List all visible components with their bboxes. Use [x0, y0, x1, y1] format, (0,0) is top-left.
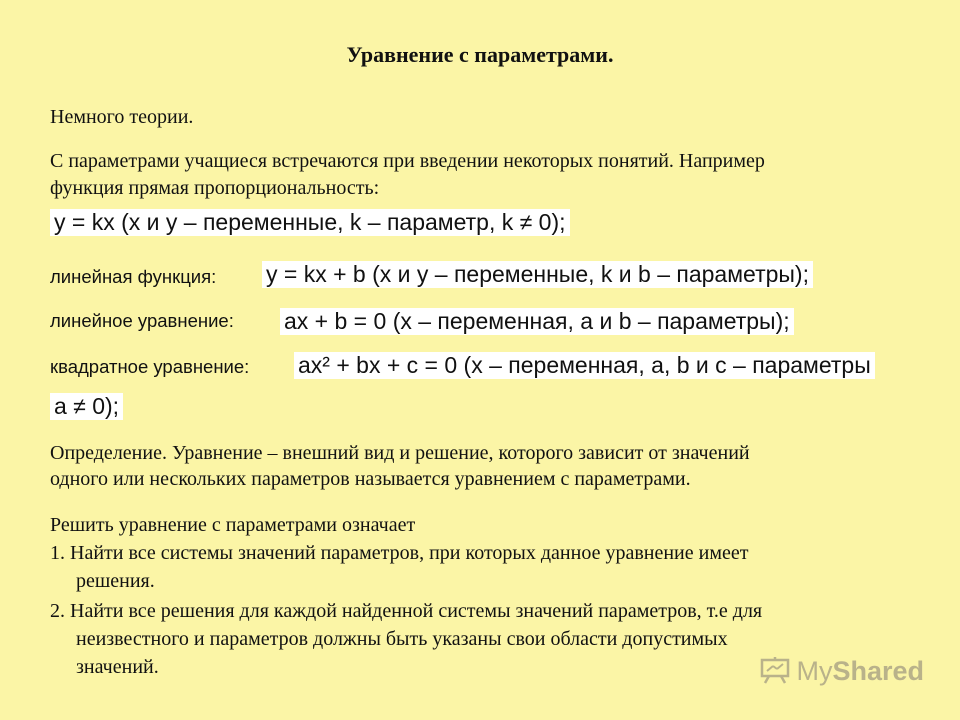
formula-quadratic-equation: ax² + bx + c = 0 (x – переменная, a, b и c – параметры: [294, 352, 875, 379]
list-item-1-line-1: 1. Найти все системы значений параметров, при которых данное уравнение имеет: [50, 542, 749, 564]
label-linear-equation: линейное уравнение:: [50, 310, 234, 331]
solve-intro: Решить уравнение с параметрами означает: [50, 514, 416, 536]
list-item-2-line-2: неизвестного и параметров должны быть указаны свои области допустимых: [76, 628, 728, 650]
watermark-my: My: [796, 656, 833, 686]
intro-heading: Немного теории.: [50, 106, 194, 128]
list-item-2-line-1: 2. Найти все решения для каждой найденной системы значений параметров, т.е для: [50, 600, 763, 622]
watermark-logo: [760, 656, 924, 691]
list-item-1-line-2: решения.: [76, 570, 155, 592]
label-linear-function: линейная функция:: [50, 266, 217, 287]
formula-linear-equation: ax + b = 0 (x – переменная, a и b – параметры);: [280, 308, 794, 335]
list-item-2-line-3: значений.: [76, 656, 159, 678]
formula-quadratic-condition: a ≠ 0);: [50, 393, 123, 420]
page-title: Уравнение с параметрами.: [346, 42, 614, 67]
paragraph-line-2: функция прямая пропорциональность:: [50, 177, 380, 199]
label-quadratic-equation: квадратное уравнение:: [50, 356, 250, 377]
watermark-shared: Shared: [832, 656, 924, 686]
presentation-board-icon: [760, 656, 790, 691]
paragraph-line-1: С параметрами учащиеся встречаются при введении некоторых понятий. Например: [50, 150, 765, 172]
definition-line-2: одного или нескольких параметров называется уравнением с параметрами.: [50, 468, 691, 490]
formula-direct-proportion: y = kx (x и y – переменные, k – параметр, k ≠ 0);: [50, 209, 570, 236]
definition-line-1: Определение. Уравнение – внешний вид и решение, которого зависит от значений: [50, 442, 750, 464]
formula-linear-function: y = kx + b (x и y – переменные, k и b – параметры);: [262, 261, 813, 288]
